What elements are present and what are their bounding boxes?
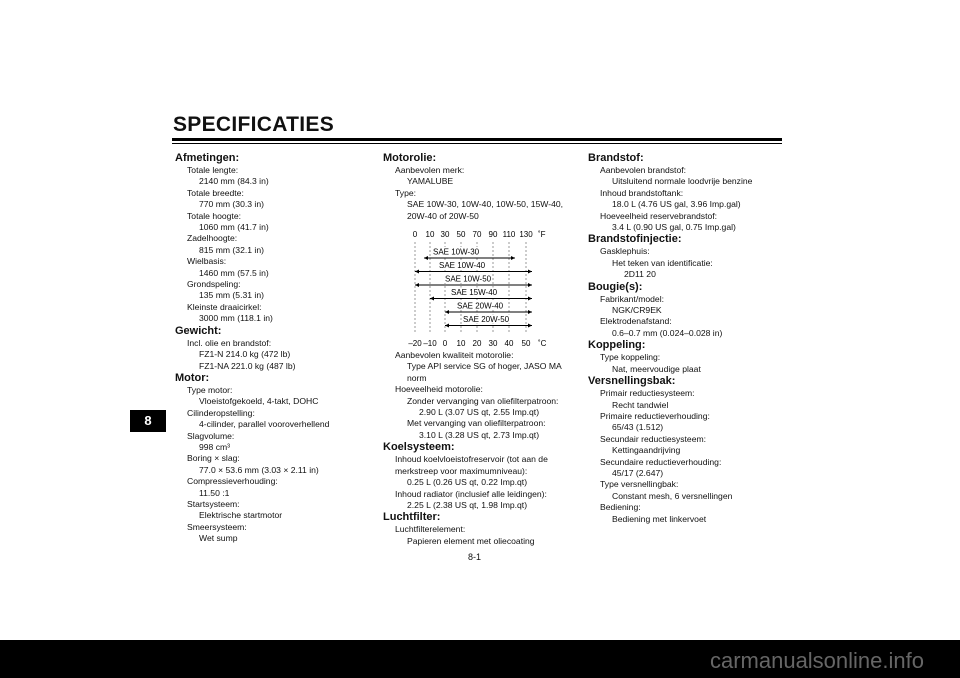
f-tick-label: 50 <box>456 230 466 240</box>
range-arrow-left <box>424 256 428 260</box>
c-tick-label: 10 <box>456 339 466 347</box>
grade-label: SAE 10W-30 <box>433 247 480 257</box>
spec-line: 4-cilinder, parallel vooroverhellend <box>199 419 330 430</box>
spec-line: Type: <box>395 187 417 198</box>
oil-viscosity-chart <box>403 228 563 346</box>
spec-line: Aanbevolen kwaliteit motorolie: <box>395 350 514 361</box>
range-arrow-left <box>445 324 449 328</box>
section-heading: Motor: <box>175 371 210 384</box>
chapter-tab: 8 <box>130 410 166 432</box>
f-tick-label: 30 <box>440 230 450 240</box>
spec-line: Vloeistofgekoeld, 4-takt, DOHC <box>199 396 319 407</box>
range-arrow-right <box>511 256 515 260</box>
spec-line: 65/43 (1.512) <box>612 422 664 433</box>
spec-line: Slagvolume: <box>187 430 235 441</box>
spec-line: Type versnellingbak: <box>600 479 679 490</box>
spec-line: Aanbevolen merk: <box>395 165 465 175</box>
section-heading: Bougie(s): <box>588 280 643 293</box>
spec-line: Zadelhoogte: <box>187 233 238 244</box>
spec-line: Inhoud brandstoftank: <box>600 187 684 198</box>
spec-line: 998 cm³ <box>199 441 231 452</box>
spec-line: Boring × slag: <box>187 453 240 464</box>
grade-label: SAE 15W-40 <box>451 288 498 298</box>
spec-line: Type koppeling: <box>600 352 661 363</box>
spec-line: NGK/CR9EK <box>612 305 662 316</box>
spec-line: norm <box>407 372 427 383</box>
grade-label: SAE 10W-40 <box>439 261 486 271</box>
spec-line: Secundaire reductieverhouding: <box>600 456 722 467</box>
column-2 <box>383 152 583 547</box>
spec-line: Bediening: <box>600 502 641 513</box>
spec-line: YAMALUBE <box>407 176 454 187</box>
range-arrow-left <box>445 310 449 314</box>
spec-line: Smeersysteem: <box>187 521 247 532</box>
section-heading: Brandstof: <box>588 152 644 164</box>
spec-line: Totale breedte: <box>187 187 244 198</box>
spec-line: Startsysteem: <box>187 498 240 509</box>
f-unit-label: ˚F <box>538 230 546 240</box>
section-heading: Afmetingen: <box>175 152 240 164</box>
spec-line: Grondspeling: <box>187 279 241 290</box>
c-unit-label: ˚C <box>538 339 547 347</box>
spec-line: Elektrische startmotor <box>199 510 283 521</box>
footer-bar <box>0 640 960 678</box>
range-arrow-left <box>415 283 419 287</box>
spec-line: Nat, meervoudige plaat <box>612 363 701 374</box>
grade-label: SAE 10W-50 <box>445 274 492 284</box>
spec-line: SAE 10W-30, 10W-40, 10W-50, 15W-40, <box>407 199 564 210</box>
spec-line: Inhoud radiator (inclusief alle leidingen): <box>395 488 547 499</box>
spec-line: FZ1-N 214.0 kg (472 lb) <box>199 349 291 360</box>
range-arrow-right <box>528 297 532 301</box>
spec-line: Aanbevolen brandstof: <box>600 165 687 175</box>
c-tick-label: –10 <box>423 339 437 347</box>
spec-line: Totale lengte: <box>187 165 239 175</box>
spec-line: 1060 mm (41.7 in) <box>199 222 269 233</box>
spec-line: 0.25 L (0.26 US qt, 0.22 Imp.qt) <box>407 477 528 488</box>
spec-line: FZ1-NA 221.0 kg (487 lb) <box>199 360 296 371</box>
f-tick-label: 0 <box>412 230 418 240</box>
spec-line: Met vervanging van oliefilterpatroon: <box>407 418 546 429</box>
spec-line: Fabrikant/model: <box>600 293 665 304</box>
spec-line: Compressieverhouding: <box>187 476 278 487</box>
spec-line: 3000 mm (118.1 in) <box>199 313 273 324</box>
spec-line: Secundair reductiesysteem: <box>600 433 707 444</box>
page-number: 8-1 <box>468 552 482 562</box>
c-tick-label: 30 <box>488 339 498 347</box>
spec-line: 2.25 L (2.38 US qt, 1.98 Imp.qt) <box>407 499 528 510</box>
c-tick-label: 40 <box>504 339 514 347</box>
title-rule-thin <box>172 143 782 144</box>
f-tick-label: 110 <box>502 230 516 240</box>
spec-line: merkstreep voor maximumniveau): <box>395 465 528 476</box>
spec-line: 18.0 L (4.76 US gal, 3.96 Imp.gal) <box>612 199 741 210</box>
column-1 <box>175 152 360 545</box>
spec-line: Gasklephuis: <box>600 246 650 257</box>
spec-line: Kettingaandrijving <box>612 445 681 456</box>
spec-line: 3.4 L (0.90 US gal, 0.75 Imp.gal) <box>612 222 736 233</box>
section-heading: Luchtfilter: <box>383 511 441 524</box>
f-tick-label: 70 <box>472 230 482 240</box>
spec-line: Type motor: <box>187 384 233 395</box>
range-arrow-right <box>528 270 532 274</box>
spec-line: Recht tandwiel <box>612 399 669 410</box>
spec-line: Constant mesh, 6 versnellingen <box>612 490 733 501</box>
section-heading: Koelsysteem: <box>383 441 455 454</box>
range-arrow-right <box>528 283 532 287</box>
spec-line: Bediening met linkervoet <box>612 513 707 524</box>
section-heading: Brandstofinjectie: <box>588 233 682 246</box>
section-heading: Versnellingsbak: <box>588 375 676 388</box>
section-heading: Motorolie: <box>383 152 437 164</box>
spec-line: Hoeveelheid motorolie: <box>395 384 483 395</box>
spec-line: Incl. olie en brandstof: <box>187 337 272 348</box>
spec-line: 3.10 L (3.28 US qt, 2.73 Imp.qt) <box>419 429 540 440</box>
spec-line: Wielbasis: <box>187 256 227 267</box>
range-arrow-left <box>430 297 434 301</box>
spec-line: Uitsluitend normale loodvrije benzine <box>612 176 753 187</box>
spec-line: 20W-40 of 20W-50 <box>407 210 479 221</box>
watermark: carmanualsonline.info <box>709 648 924 673</box>
spec-line: Kleinste draaicirkel: <box>187 301 262 312</box>
grade-label: SAE 20W-40 <box>457 301 504 311</box>
spec-line: Cilinderopstelling: <box>187 407 255 418</box>
range-arrow-left <box>415 270 419 274</box>
spec-line: 135 mm (5.31 in) <box>199 290 264 301</box>
spec-line: 0.6–0.7 mm (0.024–0.028 in) <box>612 327 723 338</box>
spec-line: 11.50 :1 <box>199 487 230 498</box>
c-tick-label: 50 <box>521 339 531 347</box>
spec-line: Wet sump <box>199 533 238 544</box>
f-tick-label: 130 <box>519 230 533 240</box>
spec-line: Totale hoogte: <box>187 210 241 221</box>
f-tick-label: 90 <box>488 230 498 240</box>
column-2-top <box>383 152 583 222</box>
spec-line: 1460 mm (57.5 in) <box>199 267 269 278</box>
spec-line: Inhoud koelvloeistofreservoir (tot aan de <box>395 454 548 465</box>
spec-line: Zonder vervanging van oliefilterpatroon: <box>407 395 559 406</box>
spec-line: Luchtfilterelement: <box>395 524 466 535</box>
spec-line: Hoeveelheid reservebrandstof: <box>600 210 718 221</box>
spec-line: 77.0 × 53.6 mm (3.03 × 2.11 in) <box>199 464 319 475</box>
spec-line: 2D11 20 <box>624 269 656 280</box>
c-tick-label: 0 <box>442 339 448 347</box>
spec-line: Primaire reductieverhouding: <box>600 410 710 421</box>
c-tick-label: –20 <box>408 339 422 347</box>
page-title: SPECIFICATIES <box>173 113 335 136</box>
range-arrow-right <box>528 310 532 314</box>
spec-line: Elektrodenafstand: <box>600 316 672 327</box>
spec-line: 2.90 L (3.07 US qt, 2.55 Imp.qt) <box>419 407 540 418</box>
section-heading: Koppeling: <box>588 339 646 352</box>
column-2-bottom <box>383 350 583 547</box>
spec-line: 2140 mm (84.3 in) <box>199 176 269 187</box>
title-rule <box>172 138 782 141</box>
spec-line: Het teken van identificatie: <box>612 257 713 268</box>
spec-line: 45/17 (2.647) <box>612 467 664 478</box>
spec-line: Papieren element met oliecoating <box>407 535 535 546</box>
spec-line: 770 mm (30.3 in) <box>199 199 264 210</box>
grade-label: SAE 20W-50 <box>463 315 510 325</box>
c-tick-label: 20 <box>472 339 482 347</box>
column-3 <box>588 152 788 525</box>
f-tick-label: 10 <box>425 230 435 240</box>
range-arrow-right <box>528 324 532 328</box>
spec-line: 815 mm (32.1 in) <box>199 244 264 255</box>
spec-line: Type API service SG of hoger, JASO MA <box>407 361 562 372</box>
section-heading: Gewicht: <box>175 324 222 337</box>
spec-line: Primair reductiesysteem: <box>600 388 695 399</box>
